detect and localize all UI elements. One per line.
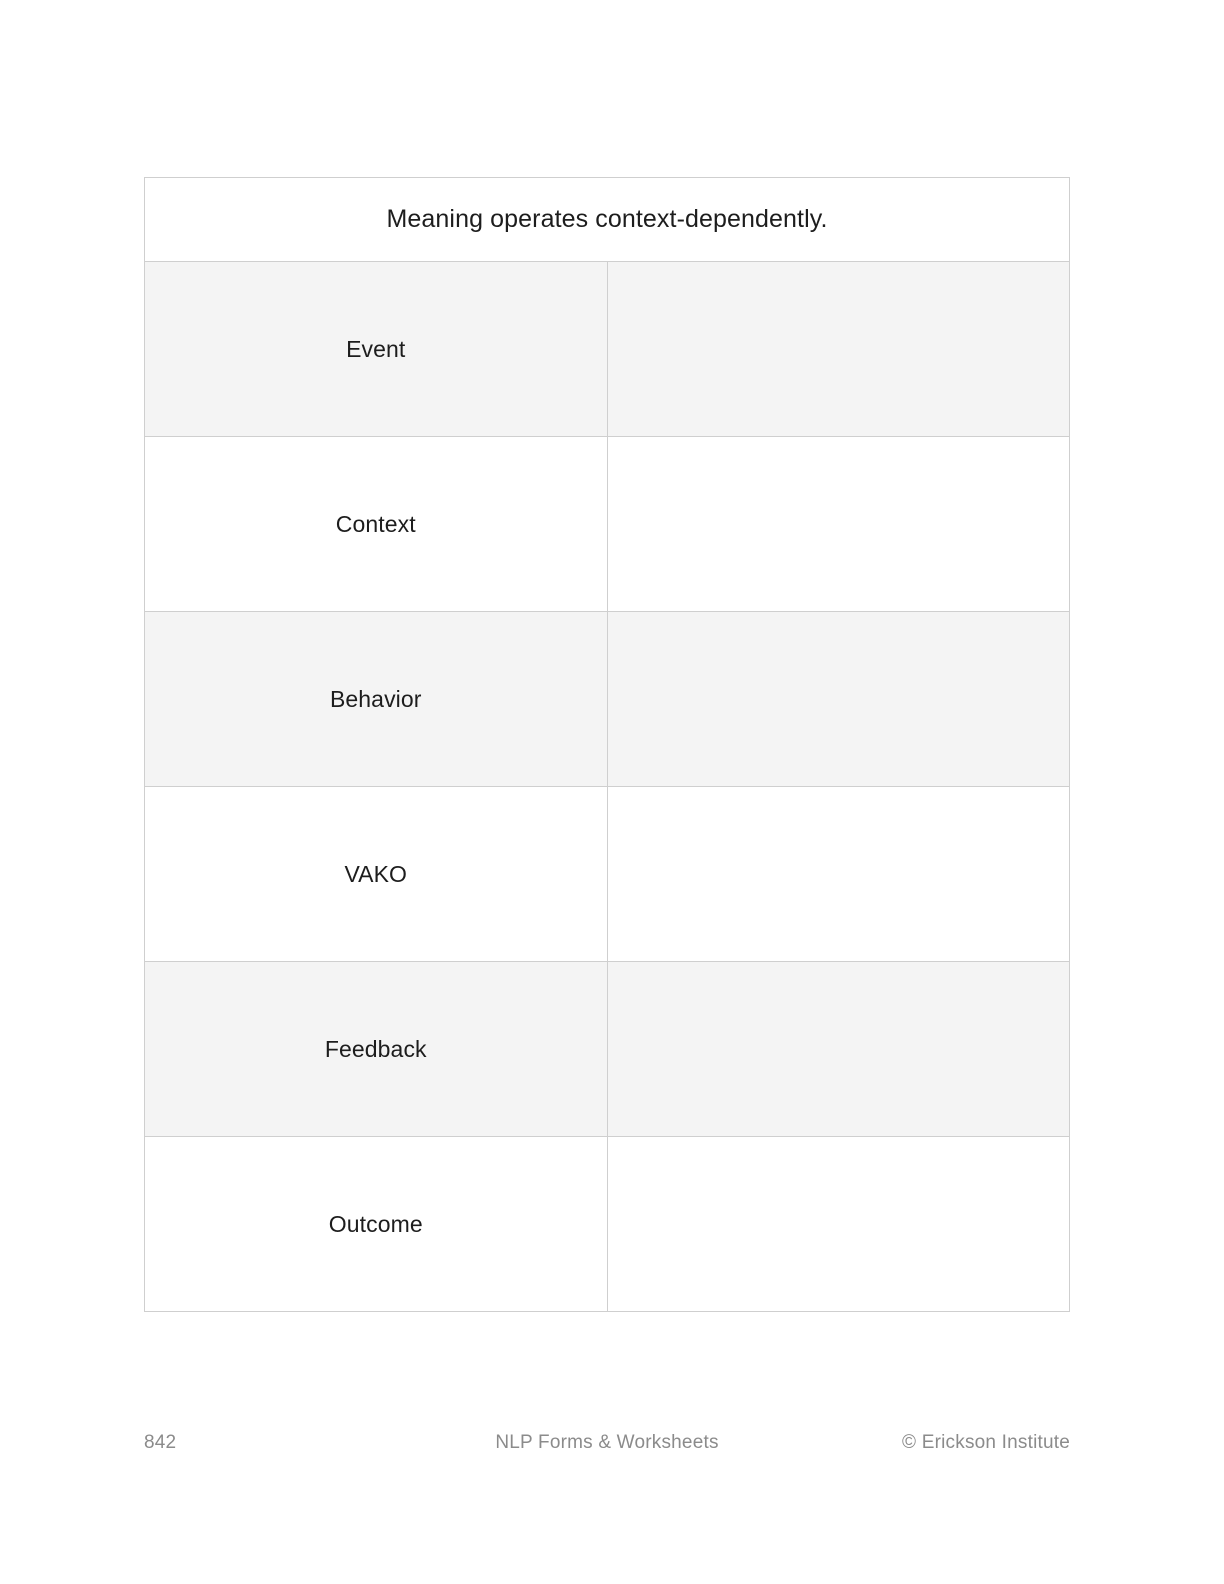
row-field-vako[interactable] xyxy=(607,787,1070,962)
row-field-behavior[interactable] xyxy=(607,612,1070,787)
page-footer xyxy=(144,1432,1070,1464)
footer-page-number: 842 xyxy=(144,1432,177,1453)
table-row xyxy=(145,787,1070,962)
row-label-outcome: Outcome xyxy=(145,1137,608,1312)
row-field-feedback[interactable] xyxy=(607,962,1070,1137)
row-field-context[interactable] xyxy=(607,437,1070,612)
footer-document-title: NLP Forms & Worksheets xyxy=(495,1432,719,1453)
worksheet-title: Meaning operates context-dependently. xyxy=(145,178,1070,262)
row-field-event[interactable] xyxy=(607,262,1070,437)
row-field-outcome[interactable] xyxy=(607,1137,1070,1312)
row-label-event: Event xyxy=(145,262,608,437)
table-row xyxy=(145,1137,1070,1312)
table-row xyxy=(145,612,1070,787)
row-label-vako: VAKO xyxy=(145,787,608,962)
row-label-behavior: Behavior xyxy=(145,612,608,787)
table-row xyxy=(145,437,1070,612)
table-row xyxy=(145,962,1070,1137)
row-label-context: Context xyxy=(145,437,608,612)
table-row xyxy=(145,262,1070,437)
worksheet-table-body xyxy=(145,178,1070,1312)
row-label-feedback: Feedback xyxy=(145,962,608,1137)
worksheet-table xyxy=(144,177,1070,1312)
worksheet-title-row xyxy=(145,178,1070,262)
footer-copyright: © Erickson Institute xyxy=(902,1432,1070,1453)
